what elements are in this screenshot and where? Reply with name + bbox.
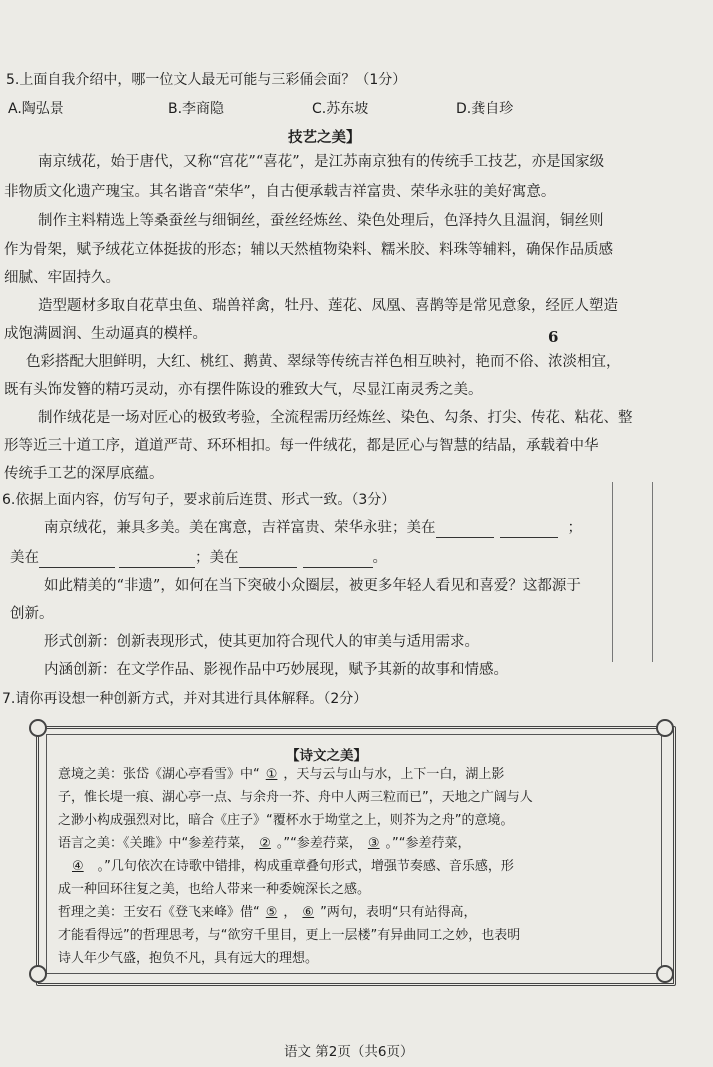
- frame-text: 。”几句依次在诗歌中错排，构成重章叠句形式，增强节奏感、音乐感，形: [97, 859, 514, 874]
- answer-blank-1[interactable]: ①: [265, 767, 278, 782]
- option-a: A.陶弘景: [8, 101, 64, 117]
- frame-line: 子，惟长堤一痕、湖心亭一点、与余舟一芥、舟中人两三粒而已”，天地之广阔与人: [58, 790, 533, 805]
- answer-blank-4[interactable]: ④: [72, 859, 84, 874]
- answer-blank[interactable]: [119, 551, 195, 568]
- passage-line: 非物质文化遗产瑰宝。其名谐音“荣华”，自古便承载吉祥富贵、荣华永驻的美好寓意。: [4, 184, 556, 200]
- q6-line2: [10, 548, 387, 568]
- option-d: D.龚自珍: [456, 101, 514, 117]
- passage-line: 作为骨架，赋予绒花立体挺拔的形态；辅以天然植物染料、糯米胶、料珠等辅料，确保作品质感: [4, 242, 613, 258]
- frame-corner-ornament: [656, 719, 674, 737]
- frame-text: 。”“参差荇菜，: [385, 836, 471, 851]
- margin-line: [612, 482, 613, 662]
- frame-line: [58, 858, 514, 876]
- frame-text: 哲理之美：王安石《登飞来峰》借“: [58, 905, 260, 920]
- q6-line1-text: 南京绒花，兼具多美。美在寓意，吉祥富贵、荣华永驻；美在: [44, 520, 436, 536]
- q6-paragraph: 如此精美的“非遗”，如何在当下突破小众圈层，被更多年轻人看见和喜爱？这都源于: [44, 578, 581, 594]
- answer-blank[interactable]: [239, 551, 297, 568]
- frame-line: [58, 904, 477, 922]
- frame-corner-ornament: [29, 719, 47, 737]
- section-title: 技艺之美】: [288, 129, 361, 146]
- answer-blank-5[interactable]: ⑤: [265, 905, 278, 920]
- frame-line: [58, 766, 504, 784]
- stray-number: 6: [548, 328, 559, 346]
- passage-line: 形等近三十道工序，道道严苛、环环相扣。每一件绒花，都是匠心与智慧的结晶，承载着中华: [4, 438, 599, 454]
- passage-line: 成饱满圆润、生动逼真的模样。: [4, 326, 207, 342]
- answer-blank-3[interactable]: ③: [367, 836, 380, 851]
- frame-line: 诗人年少气盛，抱负不凡，具有远大的理想。: [58, 951, 319, 966]
- q6-semicolon: ；: [567, 520, 582, 536]
- frame-line: 之渺小构成强烈对比，暗合《庄子》“覆杯水于坳堂之上，则芥为之舟”的意境。: [58, 813, 514, 828]
- passage-line: 色彩搭配大胆鲜明，大红、桃红、鹅黄、翠绿等传统吉祥色相互映衬，艳而不俗、浓淡相宜，: [26, 354, 621, 370]
- passage-line: 制作主料精选上等桑蚕丝与细铜丝，蚕丝经炼丝、染色处理后，色泽持久且温润，铜丝则: [38, 213, 604, 229]
- answer-blank[interactable]: [500, 521, 558, 538]
- frame-corner-ornament: [656, 965, 674, 983]
- passage-line: 造型题材多取自花草虫鱼、瑞兽祥禽，牡丹、莲花、凤凰、喜鹊等是常见意象，经匠人塑造: [38, 298, 618, 314]
- frame-text: ，天与云与山与水，上下一白，湖上影: [283, 767, 505, 782]
- q6-line1: [44, 518, 582, 538]
- frame-corner-ornament: [29, 965, 47, 983]
- frame-line: 成一种回环往复之美，也给人带来一种委婉深长之感。: [58, 882, 371, 897]
- passage-line: 南京绒花，始于唐代，又称“宫花”“喜花”，是江苏南京独有的传统手工技艺，亦是国家级: [38, 154, 605, 170]
- q6-paragraph: 形式创新：创新表现形式，使其更加符合现代人的审美与适用需求。: [44, 634, 479, 650]
- q6-line2-prefix: 美在: [10, 550, 39, 566]
- frame-text: ”两句，表明“只有站得高，: [320, 905, 477, 920]
- frame-line: [58, 835, 471, 853]
- passage-line: 既有头饰发簪的精巧灵动，亦有摆件陈设的雅致大气，尽显江南灵秀之美。: [4, 382, 483, 398]
- option-c: C.苏东坡: [312, 101, 369, 117]
- answer-blank-2[interactable]: ②: [259, 836, 271, 851]
- answer-blank[interactable]: [303, 551, 373, 568]
- frame-line: 才能看得远”的哲理思考，与“欲穷千里目，更上一层楼”有异曲同工之妙，也表明: [58, 928, 521, 943]
- frame-text: ，: [283, 905, 297, 920]
- q6-period: 。: [372, 550, 387, 566]
- question-6-stem: 6.依据上面内容，仿写句子，要求前后连贯、形式一致。（3分）: [2, 492, 396, 508]
- passage-line: 传统手工艺的深厚底蕴。: [4, 466, 164, 482]
- q6-paragraph: 创新。: [10, 606, 54, 622]
- question-7-stem: 7.请你再设想一种创新方式，并对其进行具体解释。（2分）: [2, 691, 368, 707]
- passage-line: 细腻、牢固持久。: [4, 270, 120, 286]
- frame-text: 意境之美：张岱《湖心亭看雪》中“: [58, 767, 260, 782]
- page-footer: 语文 第2页（共6页）: [284, 1044, 414, 1060]
- option-b: B.李商隐: [168, 101, 225, 117]
- question-5-stem: 5.上面自我介绍中，哪一位文人最无可能与三彩俑会面？（1分）: [6, 72, 407, 88]
- q6-line2-mid: ；美在: [195, 550, 239, 566]
- answer-blank[interactable]: [436, 521, 494, 538]
- passage-line: 制作绒花是一场对匠心的极致考验，全流程需历经炼丝、染色、勾条、打尖、传花、粘花、整: [38, 410, 633, 426]
- answer-blank-6[interactable]: ⑥: [302, 905, 315, 920]
- frame-title: 【诗文之美】: [286, 748, 367, 764]
- q6-paragraph: 内涵创新：在文学作品、影视作品中巧妙展现，赋予其新的故事和情感。: [44, 662, 508, 678]
- margin-line: [652, 482, 653, 662]
- frame-text: 。”“参差荇菜，: [276, 836, 362, 851]
- frame-text: 语言之美：《关雎》中“参差荇菜，: [58, 836, 254, 851]
- answer-blank[interactable]: [39, 551, 115, 568]
